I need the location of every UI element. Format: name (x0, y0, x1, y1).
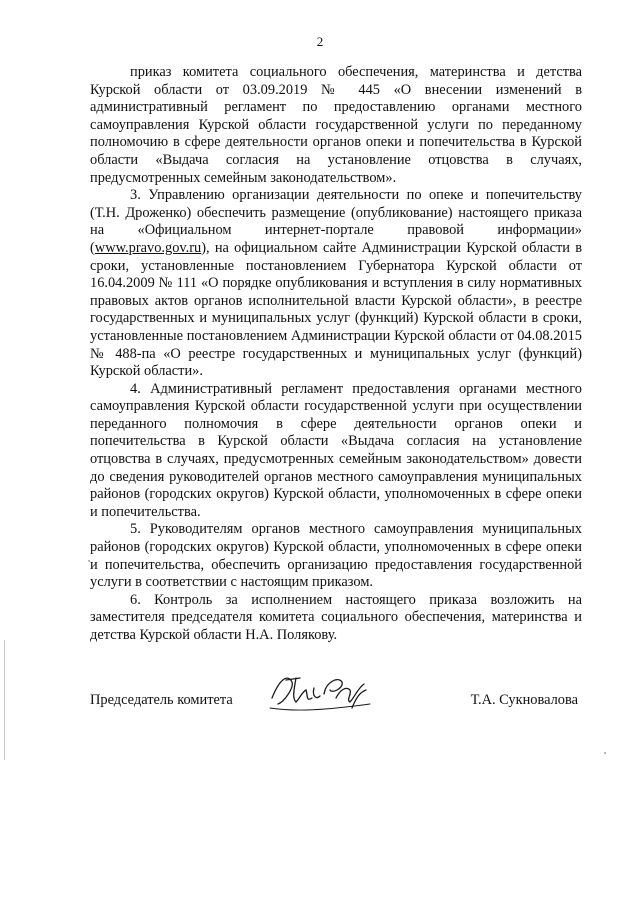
paragraph-order-reference: приказ комитета социального обеспечения, материнства и детства Курской области от 03.09.2019 № 445 «О внесении изменений в административный регламент по предоставлению органами местного самоуправления Курской области государственной услуги по переданному полномочию в сфере деятельности органов опеки и попечительства в Курской области «Выдача согласия на установление отцовства в случаях, предусмотренных семейным законодательством». (90, 64, 582, 186)
page-number: 2 (316, 34, 324, 49)
paragraph-6-control: 6. Контроль за исполнением настоящего приказа возложить на заместителя председателя комитета социального обеспечения, материнства и детства Курской области Н.А. Полякову. (90, 591, 582, 643)
paragraph-3-text-end: ), на официальном сайте Администрации Курской области в сроки, установленные постановлением Губернатора Курской области от 16.04.2009 № 111 «О порядке опубликования и вступления в силу нормативных правовых актов органов исполнительной власти Курской области», в реестре государственных и муниципальных услуг (функций) Курской области в сроки, установленные постановлением Администрации Курской области от 04.08.2015 № 488-па «О реестре государственных и муниципальных услуг (функций) Курской области». (90, 239, 582, 380)
scan-speck (604, 752, 606, 754)
handwritten-signature (266, 668, 376, 718)
pravo-gov-link[interactable]: www.pravo.gov.ru (94, 239, 202, 256)
signatory-name: Т.А. Сукновалова (470, 692, 578, 708)
paragraph-5-heads: 5. Руководителям органов местного самоуправления муниципальных районов (городских округов) Курской области, уполномоченных в сфере опеки и попечительства, обеспечить организацию предоставления государственной услуги в соответствии с настоящим приказом. (90, 521, 582, 591)
paragraph-3-text-start: 3. Управлению организации деятельности по опеке и попечительству (Т.Н. Дроженко) обеспечить размещение (опубликование) настоящего приказа на «Официальном интернет-портале правовой информации» ( (90, 187, 582, 256)
signature-block (90, 684, 582, 724)
scan-edge-mark (4, 640, 5, 760)
document-body (90, 64, 582, 645)
paragraph-4-regulation: 4. Административный регламент предоставления органами местного самоуправления Курской области государственной услуги при осуществлении переданного полномочия в сфере деятельности органов опеки и попечительства в Курской области «Выдача согласия на установление отцовства в случаях, предусмотренных семейным законодательством» довести до сведения руководителей органов местного самоуправления муниципальных районов (городских округов) Курской области, уполномоченных в сфере опеки и попечительства. (90, 380, 582, 520)
paragraph-3-publication (90, 187, 582, 381)
signatory-title: Председатель комитета (90, 692, 233, 708)
scan-speck (88, 560, 90, 562)
